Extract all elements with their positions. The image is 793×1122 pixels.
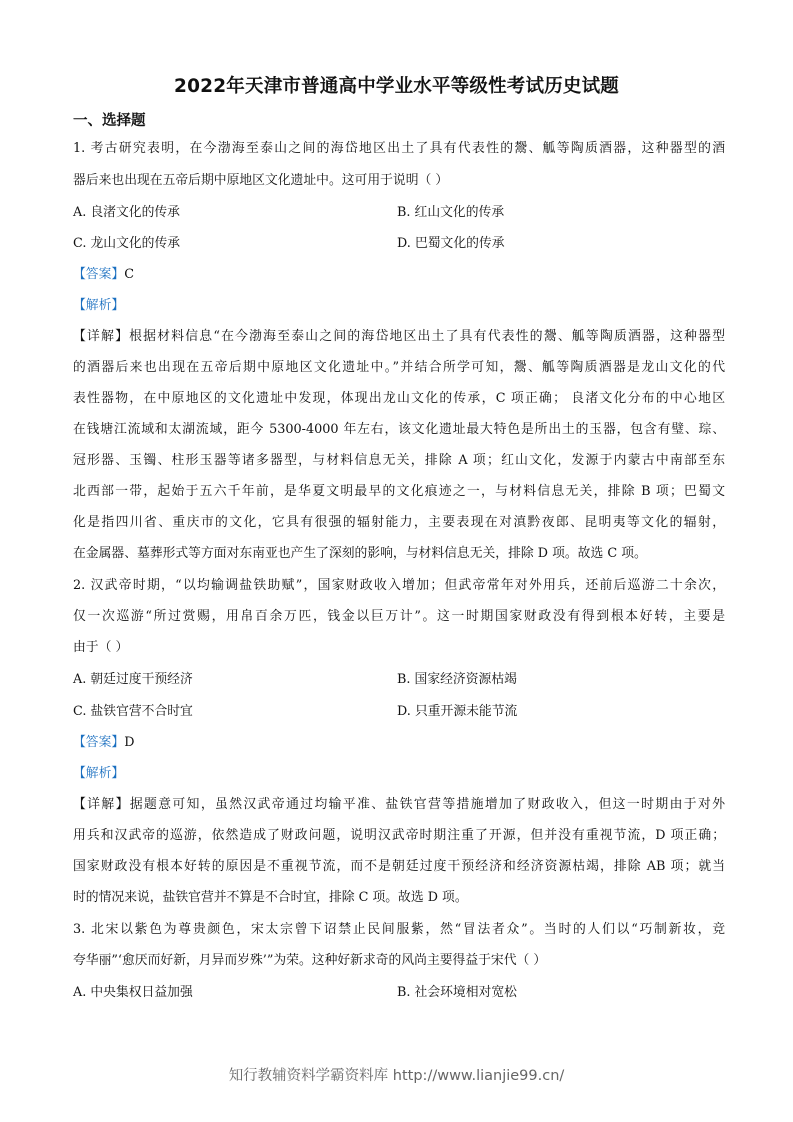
q2-analysis-label xyxy=(73,764,124,784)
q2-option-c: C. 盐铁官营不合时宜 xyxy=(73,704,193,719)
q1-detail-line-4: 在钱塘江流域和太湖流域，距今 5300-4000 年左右，该文化遗址最大特色是所出土的玉器，包含有璧、琮、 xyxy=(73,422,725,437)
q3-option-a: A. 中央集权日益加强 xyxy=(73,985,193,1000)
q2-line-3: 由于（ ） xyxy=(73,640,129,655)
q3-line-2: 夸华丽”‘愈厌而好新，月异而岁殊’”为荣。这种好新求奇的风尚主要得益于宋代（ ） xyxy=(73,953,547,968)
q2-answer xyxy=(73,733,134,753)
q1-detail-line-5: 冠形器、玉镯、柱形玉器等诸多器型，与材料信息无关，排除 A 项；红山文化，发源于内蒙古中南部至东 xyxy=(73,453,725,468)
q2-detail-line-4: 时的情况来说，盐铁官营并不算是不合时宜，排除 C 项。故选 D 项。 xyxy=(73,890,468,905)
q1-line-2: 器后来也出现在五帝后期中原地区文化遗址中。这可用于说明（ ） xyxy=(73,173,449,188)
q2-line-1: 2. 汉武帝时期，“以均输调盐铁助赋”，国家财政收入增加；但武帝常年对外用兵，还前后巡游二十余次， xyxy=(73,578,725,593)
q1-detail-line-2: 的酒器后来也出现在五帝后期中原地区文化遗址中。”并结合所学可知，鬶、觚等陶质酒器是龙山文化的代 xyxy=(73,360,725,375)
q1-option-a: A. 良渚文化的传承 xyxy=(73,205,180,220)
answer-label: 【答案】 xyxy=(73,267,125,282)
q1-detail-line-1: 【详解】根据材料信息“在今渤海至泰山之间的海岱地区出土了具有代表性的鬶、觚等陶质酒器，这种器型 xyxy=(73,329,725,344)
q1-detail-line-8: 在金属器、墓葬形式等方面对东南亚也产生了深刻的影响，与材料信息无关，排除 D 项。故选 C 项。 xyxy=(73,546,647,561)
answer-label: 【答案】 xyxy=(73,735,125,750)
section-heading: 一、选择题 xyxy=(73,113,146,129)
q1-option-b: B. 红山文化的传承 xyxy=(397,205,505,220)
analysis-label: 【解析】 xyxy=(73,766,125,781)
q1-answer xyxy=(73,265,134,285)
answer-value: D xyxy=(124,735,135,750)
q1-option-d: D. 巴蜀文化的传承 xyxy=(397,236,505,251)
analysis-label: 【解析】 xyxy=(73,298,125,313)
page-title: 2022年天津市普通高中学业水平等级性考试历史试题 xyxy=(174,76,619,97)
q2-detail-line-1: 【详解】据题意可知，虽然汉武帝通过均输平准、盐铁官营等措施增加了财政收入，但这一时期由于对外 xyxy=(73,797,725,812)
q1-option-c: C. 龙山文化的传承 xyxy=(73,236,181,251)
q2-detail-line-2: 用兵和汉武帝的巡游，依然造成了财政问题，说明汉武帝时期注重了开源，但并没有重视节流，D 项正确； xyxy=(73,828,725,843)
q2-detail-line-3: 国家财政没有根本好转的原因是不重视节流，而不是朝廷过度干预经济和经济资源枯竭，排除 AB 项；就当 xyxy=(73,859,725,874)
q1-analysis-label xyxy=(73,296,124,316)
page-footer-watermark: 知行教辅资料学霸资料库 http://www.lianjie99.cn/ xyxy=(228,1068,565,1084)
q2-line-2: 仅一次巡游“所过赏赐，用帛百余万匹，钱金以巨万计”。这一时期国家财政没有得到根本好转，主要是 xyxy=(73,609,725,624)
q3-line-1: 3. 北宋以紫色为尊贵颜色，宋太宗曾下诏禁止民间服紫，然“冒法者众”。当时的人们以“巧制新妆，竞 xyxy=(73,922,725,937)
answer-value: C xyxy=(124,267,134,282)
q3-option-b: B. 社会环境相对宽松 xyxy=(397,985,517,1000)
q1-detail-line-3: 表性器物，在中原地区的文化遗址中发现，体现出龙山文化的传承，C 项正确； 良渚文化分布的中心地区 xyxy=(73,391,725,406)
q1-detail-line-6: 北西部一带，起始于五六千年前，是华夏文明最早的文化痕迹之一，与材料信息无关，排除 B 项；巴蜀文 xyxy=(73,484,725,499)
q2-option-d: D. 只重开源未能节流 xyxy=(397,704,518,719)
q2-option-a: A. 朝廷过度干预经济 xyxy=(73,672,193,687)
q1-detail-line-7: 化是指四川省、重庆市的文化，它具有很强的辐射能力，主要表现在对滇黔夜郎、昆明夷等文化的辐射， xyxy=(73,515,725,530)
q2-option-b: B. 国家经济资源枯竭 xyxy=(397,672,517,687)
q1-line-1: 1. 考古研究表明，在今渤海至泰山之间的海岱地区出土了具有代表性的鬶、觚等陶质酒器，这种器型的酒 xyxy=(73,141,725,156)
